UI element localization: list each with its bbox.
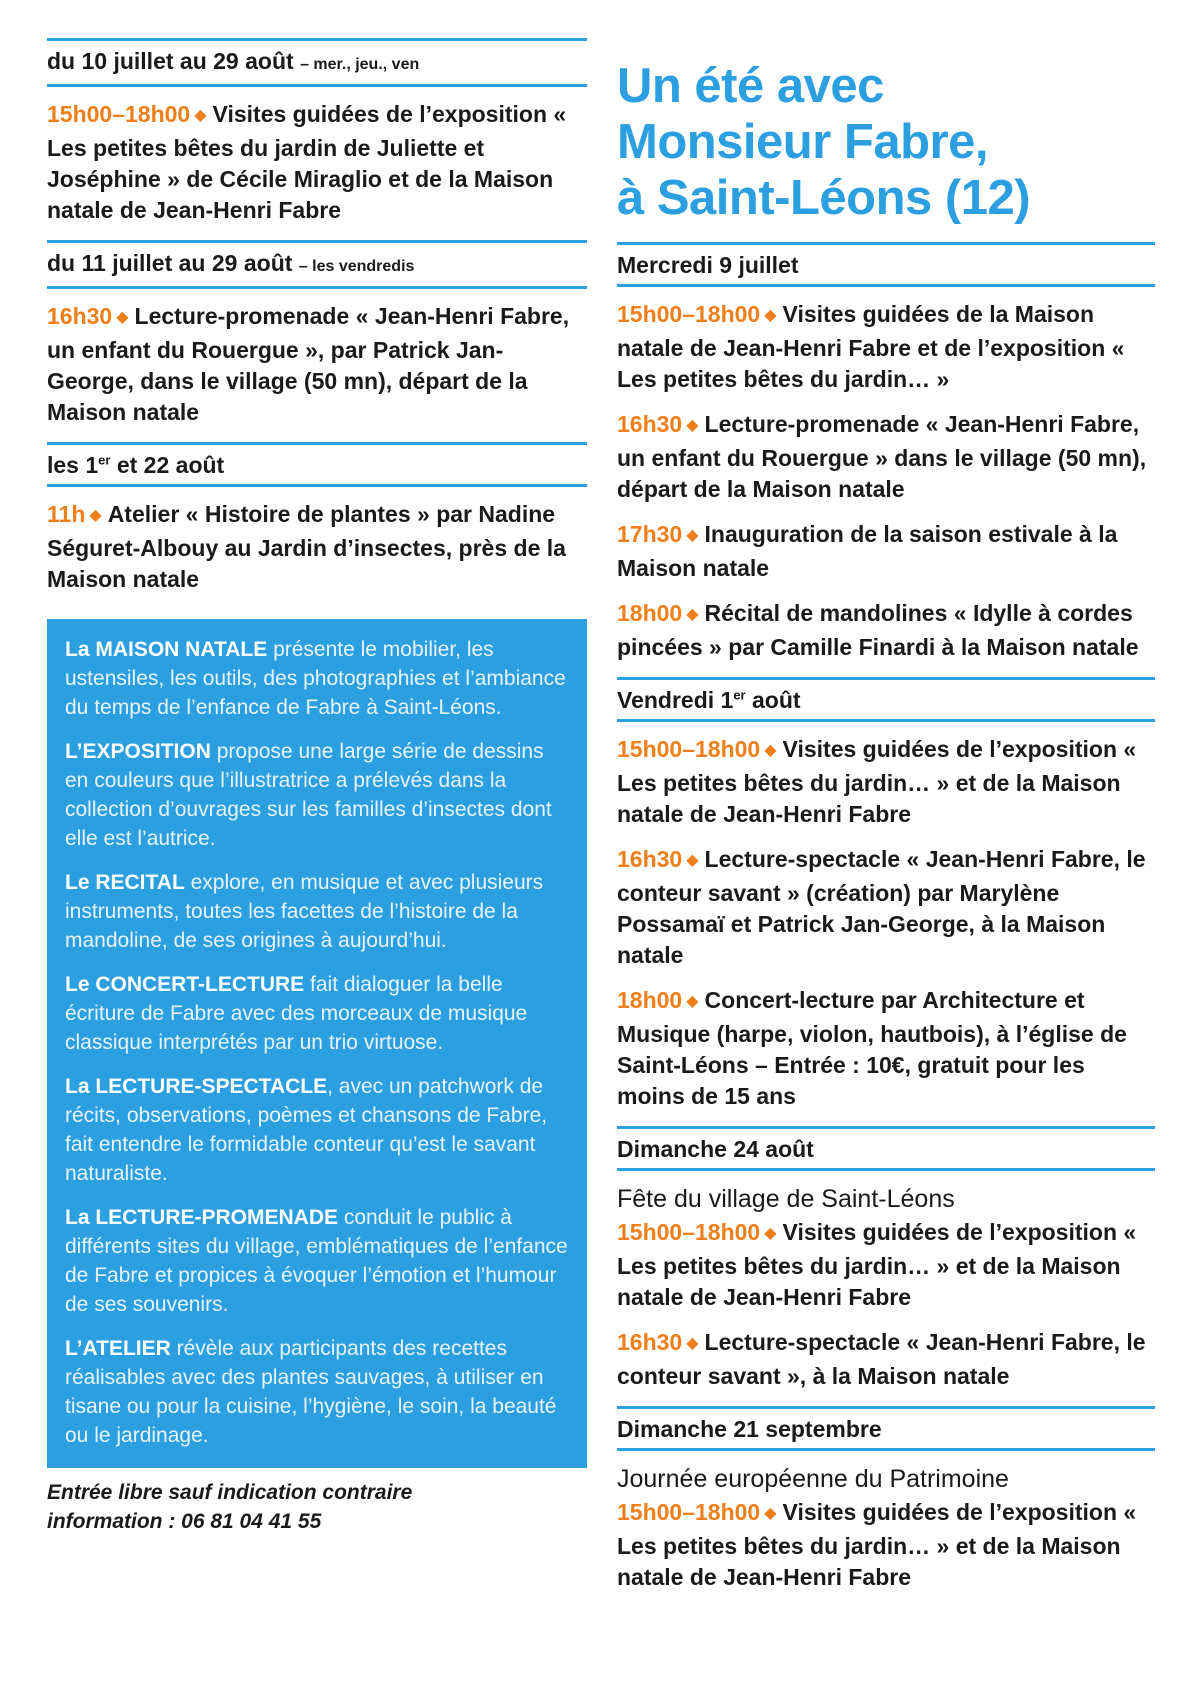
day-heading: Dimanche 21 septembre: [617, 1406, 1155, 1451]
day-heading: [617, 677, 1155, 722]
term: La LECTURE-SPECTACLE: [65, 1075, 328, 1098]
title-line: Monsieur Fabre,: [617, 115, 988, 169]
page-title: [617, 58, 1155, 226]
event-time: 16h30: [617, 1329, 683, 1355]
diamond-bullet-icon: ◆: [764, 742, 777, 759]
event-item: [617, 409, 1155, 505]
day-subtitle: Fête du village de Saint-Léons: [617, 1185, 955, 1213]
diamond-bullet-icon: ◆: [194, 107, 207, 124]
diamond-bullet-icon: ◆: [686, 417, 699, 434]
heading-part: août: [752, 687, 801, 713]
description-text: propose une large série de dessins en couleurs que l’illustratrice a prélevés dans la collection d’ouvrages sur les familles d’insectes dont elle est l’autrice.: [65, 740, 552, 850]
event-description: Visites guidées de la Maison natale de Jean-Henri Fabre et de l’exposition « Les petites bêtes du jardin… »: [617, 301, 1125, 392]
event-time: 11h: [47, 501, 86, 527]
date-range: du 11 juillet au 29 août: [47, 250, 293, 276]
description-text: présente le mobilier, les ustensiles, les outils, des photographies et l’ambiance du temps de l’enfance de Fabre à Saint-Léons.: [65, 638, 566, 719]
diamond-bullet-icon: ◆: [686, 852, 699, 869]
title-line: Un été avec: [617, 59, 884, 113]
event-item: [617, 985, 1155, 1112]
term: La LECTURE-PROMENADE: [65, 1206, 339, 1229]
event-item: [617, 1497, 1155, 1593]
description-text: conduit le public à différents sites du village, emblématiques de l’enfance de Fabre et propices à évoquer l’émotion et l’humour de ses souvenirs.: [65, 1206, 568, 1316]
date-range: du 10 juillet au 29 août: [47, 48, 294, 74]
event-description: Inauguration de la saison estivale à la Maison natale: [617, 521, 1118, 581]
event-item: [47, 99, 587, 226]
event-description: Atelier « Histoire de plantes » par Nadine Séguret-Albouy au Jardin d’insectes, près de la Maison natale: [47, 501, 566, 592]
description-box: [47, 619, 587, 1468]
event-description: Récital de mandolines « Idylle à cordes pincées » par Camille Finardi à la Maison natale: [617, 600, 1139, 660]
diamond-bullet-icon: ◆: [686, 993, 699, 1010]
description-paragraph: [65, 970, 571, 1057]
event-description: Visites guidées de l’exposition « Les petites bêtes du jardin de Juliette et Joséphine » de Cécile Miraglio et de la Maison natale de Jean-Henri Fabre: [47, 101, 567, 223]
diamond-bullet-icon: ◆: [686, 606, 699, 623]
event-time: 18h00: [617, 987, 683, 1013]
description-paragraph: [65, 635, 571, 722]
event-description: Visites guidées de l’exposition « Les petites bêtes du jardin… » et de la Maison natale de Jean-Henri Fabre: [617, 1499, 1137, 1590]
heading-part: Vendredi 1: [617, 687, 734, 713]
event-description: Lecture-promenade « Jean-Henri Fabre, un enfant du Rouergue » dans le village (50 mn), départ de la Maison natale: [617, 411, 1147, 502]
event-item: [47, 301, 587, 428]
event-time: 15h00–18h00: [617, 1219, 761, 1245]
footer-note: [47, 1478, 587, 1536]
right-column: [617, 38, 1155, 1607]
event-time: 18h00: [617, 600, 683, 626]
event-item: [617, 299, 1155, 395]
term: Le RECITAL: [65, 871, 185, 894]
event-time: 15h00–18h00: [617, 736, 761, 762]
description-paragraph: [65, 737, 571, 853]
event-item: [617, 519, 1155, 584]
description-paragraph: [65, 1334, 571, 1450]
event-time: 15h00–18h00: [617, 301, 761, 327]
event-description: Visites guidées de l’exposition « Les petites bêtes du jardin… » et de la Maison natale de Jean-Henri Fabre: [617, 1219, 1137, 1310]
description-text: fait dialoguer la belle écriture de Fabre avec des morceaux de musique classique interprétés par un trio virtuose.: [65, 973, 528, 1054]
day-heading: Dimanche 24 août: [617, 1126, 1155, 1171]
event-time: 16h30: [617, 846, 683, 872]
section-heading: [47, 442, 587, 487]
diamond-bullet-icon: ◆: [686, 1335, 699, 1352]
description-text: révèle aux participants des recettes réalisables avec des plantes sauvages, à utiliser en tisane ou pour la cuisine, l’hygiène, le soin, la beauté ou le jardinage.: [65, 1337, 557, 1447]
diamond-bullet-icon: ◆: [764, 307, 777, 324]
term: La MAISON NATALE: [65, 638, 268, 661]
left-column: [47, 38, 587, 1536]
diamond-bullet-icon: ◆: [89, 507, 102, 524]
term: L’ATELIER: [65, 1337, 171, 1360]
term: L’EXPOSITION: [65, 740, 211, 763]
weekdays: les vendredis: [312, 258, 415, 275]
day-heading: Mercredi 9 juillet: [617, 242, 1155, 287]
heading-sup: er: [98, 452, 111, 468]
weekdays: mer., jeu., ven: [313, 56, 420, 73]
event-description: Lecture-promenade « Jean-Henri Fabre, un enfant du Rouergue », par Patrick Jan-George, dans le village (50 mn), départ de la Maison natale: [47, 303, 570, 425]
event-time: 15h00–18h00: [47, 101, 191, 127]
diamond-bullet-icon: ◆: [764, 1505, 777, 1522]
diamond-bullet-icon: ◆: [686, 527, 699, 544]
event-item: [617, 1327, 1155, 1392]
event-item: [47, 499, 587, 595]
day-subtitle: Journée européenne du Patrimoine: [617, 1465, 1009, 1493]
event-item: [617, 1217, 1155, 1313]
event-description: Visites guidées de l’exposition « Les petites bêtes du jardin… » et de la Maison natale de Jean-Henri Fabre: [617, 736, 1137, 827]
section-heading: du 10 juillet au 29 août – mer., jeu., ven: [47, 38, 587, 87]
title-line: à Saint-Léons (12): [617, 171, 1031, 225]
term: Le CONCERT-LECTURE: [65, 973, 305, 996]
event-time: 17h30: [617, 521, 683, 547]
event-description: Lecture-spectacle « Jean-Henri Fabre, le conteur savant », à la Maison natale: [617, 1329, 1146, 1389]
section-heading: du 11 juillet au 29 août – les vendredis: [47, 240, 587, 289]
event-time: 16h30: [47, 303, 113, 329]
description-paragraph: [65, 1203, 571, 1319]
event-item: [617, 734, 1155, 830]
event-time: 16h30: [617, 411, 683, 437]
event-item: [617, 844, 1155, 971]
heading-sup: er: [733, 687, 746, 703]
description-text: , avec un patchwork de récits, observations, poèmes et chansons de Fabre, fait entendre le formidable conteur qu’est le savant naturaliste.: [65, 1075, 548, 1185]
event-description: Concert-lecture par Architecture et Musique (harpe, violon, hautbois), à l’église de Saint-Léons – Entrée : 10€, gratuit pour les moins de 15 ans: [617, 987, 1127, 1109]
event-time: 15h00–18h00: [617, 1499, 761, 1525]
description-text: explore, en musique et avec plusieurs instruments, toutes les facettes de l’histoire de la mandoline, de ses origines à aujourd’hui.: [65, 871, 544, 952]
description-paragraph: [65, 1072, 571, 1188]
diamond-bullet-icon: ◆: [116, 309, 129, 326]
heading-part: les 1: [47, 452, 99, 478]
heading-part: et 22 août: [116, 452, 225, 478]
contact-phone: information : 06 81 04 41 55: [47, 1510, 322, 1533]
diamond-bullet-icon: ◆: [764, 1225, 777, 1242]
event-item: [617, 598, 1155, 663]
event-description: Lecture-spectacle « Jean-Henri Fabre, le conteur savant » (création) par Marylène Possamaï et Patrick Jan-George, à la Maison natale: [617, 846, 1146, 968]
free-entry-note: Entrée libre sauf indication contraire: [47, 1481, 413, 1504]
description-paragraph: [65, 868, 571, 955]
